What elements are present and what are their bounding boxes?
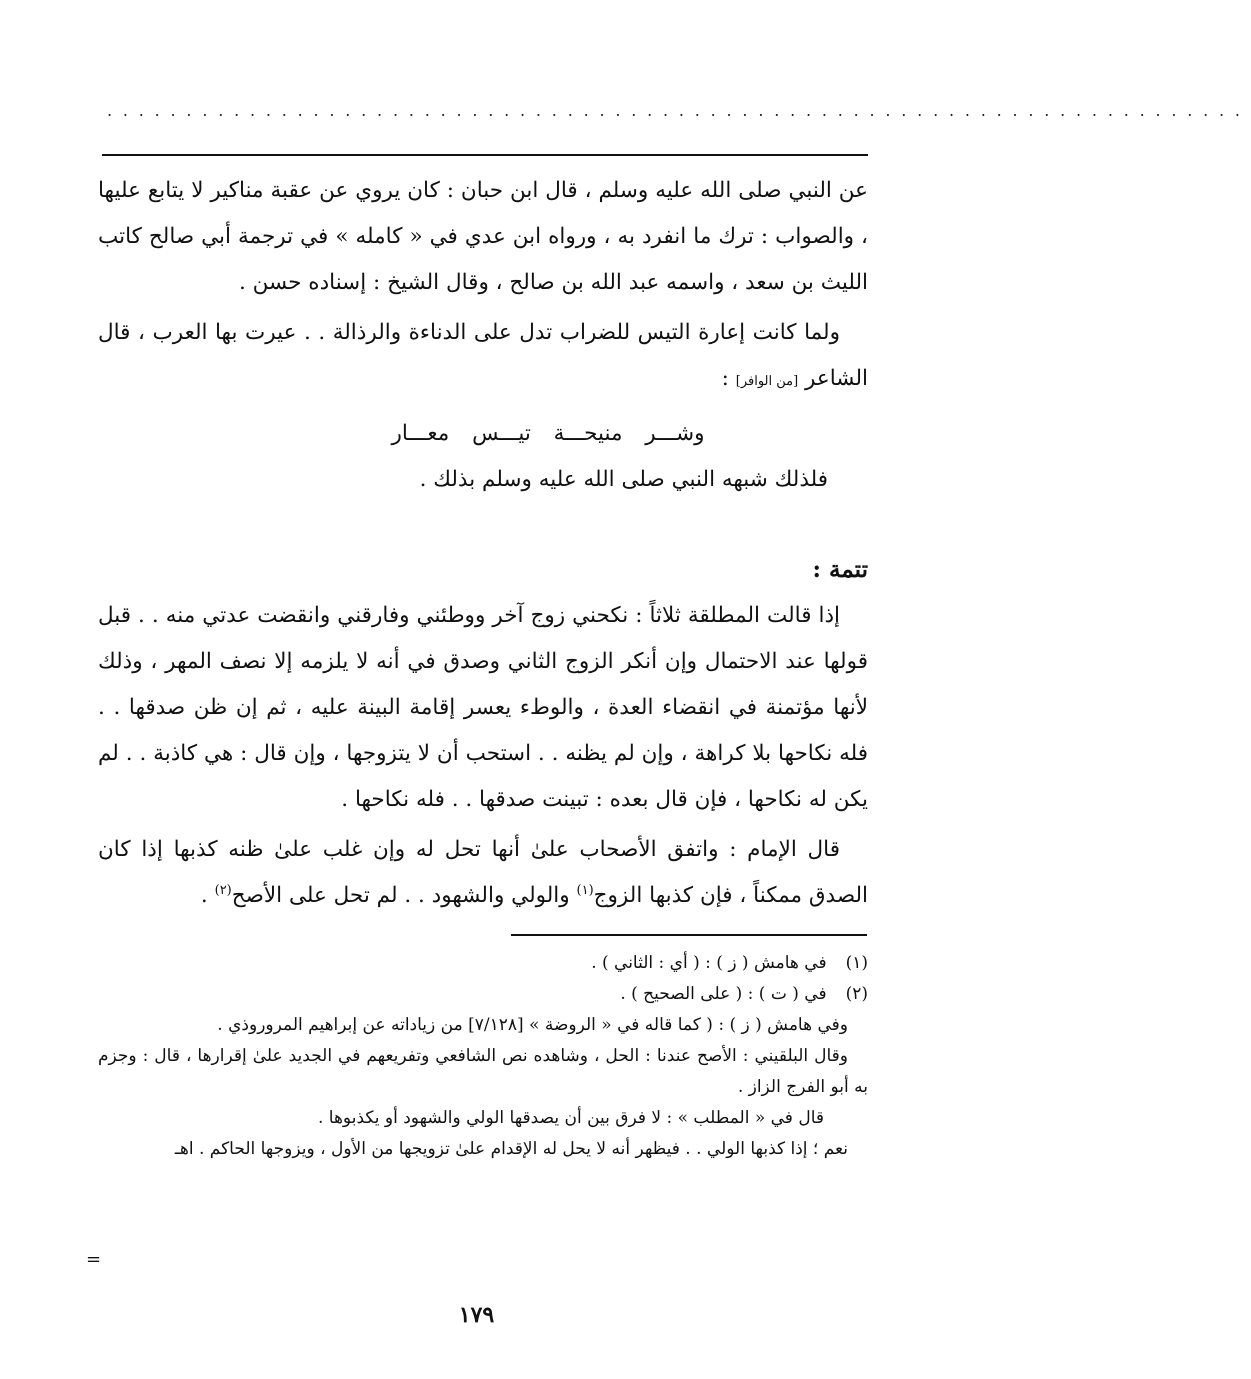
header-dotted-line: ........................................................................ [107,101,1251,120]
footnote-1-text: في هامش ( ز ) : ( أي : الثاني ) . [591,953,827,973]
footnote-1-number: (١) [845,953,868,973]
meter-label: [من الوافر] [735,374,799,389]
footnote-ref-2[interactable]: (٢) [214,882,232,898]
footnote-ref-1[interactable]: (١) [576,882,594,898]
top-rule [102,154,868,156]
paragraph-imam-text-c: . [200,883,208,908]
footnote-2 [98,979,868,1010]
paragraph-imam-text-b: والولي والشهود . . لم تحل على الأصح [231,883,570,908]
footnote-2-bulqini: وقال البلقيني : الأصح عندنا : الحل ، وشاهده نص الشافعي وتفريعهم في الجديد علىٰ إقرارها ، قال : وجزم به أبو الفرج الزاز . [98,1046,868,1097]
footnote-2-text: في ( ت ) : ( على الصحيح ) . [620,984,827,1004]
paragraph-goat-lending [98,310,868,405]
footnote-rule [511,934,867,936]
paragraph-imam-text-a: قال الإمام : واتفق الأصحاب علىٰ أنها تحل له وإن غلب علىٰ ظنه كذبها إذا كان الصدق ممكناً ، فإن كذبها الزوج [98,837,868,908]
paragraph-divorced-woman: إذا قالت المطلقة ثلاثاً : نكحني زوج آخر ووطئني وفارقني وانقضت عدتي منه . . قبل قولها عند الاحتمال وإن أنكر الزوج الثاني وصدق في أنه لا يلزمه إلا نصف المهر ، وذلك لأنها مؤتمنة في انقضاء العدة ، والوطء يعسر إقامة البينة عليه ، ثم إن ظن صدقها . . فله نكاحها بلا كراهة ، وإن لم يظنه . . استحب أن لا يتزوجها ، وإن قال : هي كاذبة . . لم يكن له نكاحها ، فإن قال بعده : تبينت صدقها . . فله نكاحها . [98,603,868,812]
poetry-verse: وشـــر منيحـــة تيـــس معـــار [391,421,705,446]
continuation-mark: = [86,1249,102,1270]
section-heading: تتمة : [812,556,868,583]
main-text [98,168,868,919]
footnote-2-margin-note: وفي هامش ( ز ) : ( كما قاله في « الروضة » [٧/١٢٨] من زياداته عن إبراهيم المروروذي . [217,1015,848,1035]
footnote-2-matlab: قال في « المطلب » : لا فرق بين أن يصدقها الولي والشهود أو يكذبوها . [317,1108,824,1128]
footnote-2-number: (٢) [845,984,868,1004]
footnote-1 [98,948,868,979]
paragraph-hadith-note: عن النبي صلى الله عليه وسلم ، قال ابن حبان : كان يروي عن عقبة مناكير لا يتابع عليها ، والصواب : ترك ما انفرد به ، ورواه ابن عدي في « كامله » في ترجمة أبي صالح كاتب الليث بن سعد ، واسمه عبد الله بن صالح ، وقال الشيخ : إسناده حسن . [98,178,868,295]
colon: : [721,366,729,391]
footnotes [98,948,868,1165]
page-number: ١٧٩ [458,1302,495,1328]
footnote-2-naam: نعم ؛ إذا كذبها الولي . . فيظهر أنه لا يحل له الإقدام علىٰ تزويجها من الأول ، ويزوجها الحاكم . اهـ [174,1139,848,1159]
paragraph-goat-lending-text: ولما كانت إعارة التيس للضراب تدل على الدناءة والرذالة . . عيرت بها العرب ، قال الشاعر [98,320,868,391]
paragraph-conclusion: فلذلك شبهه النبي صلى الله عليه وسلم بذلك . [419,467,828,492]
paragraph-imam-opinion [98,827,868,919]
